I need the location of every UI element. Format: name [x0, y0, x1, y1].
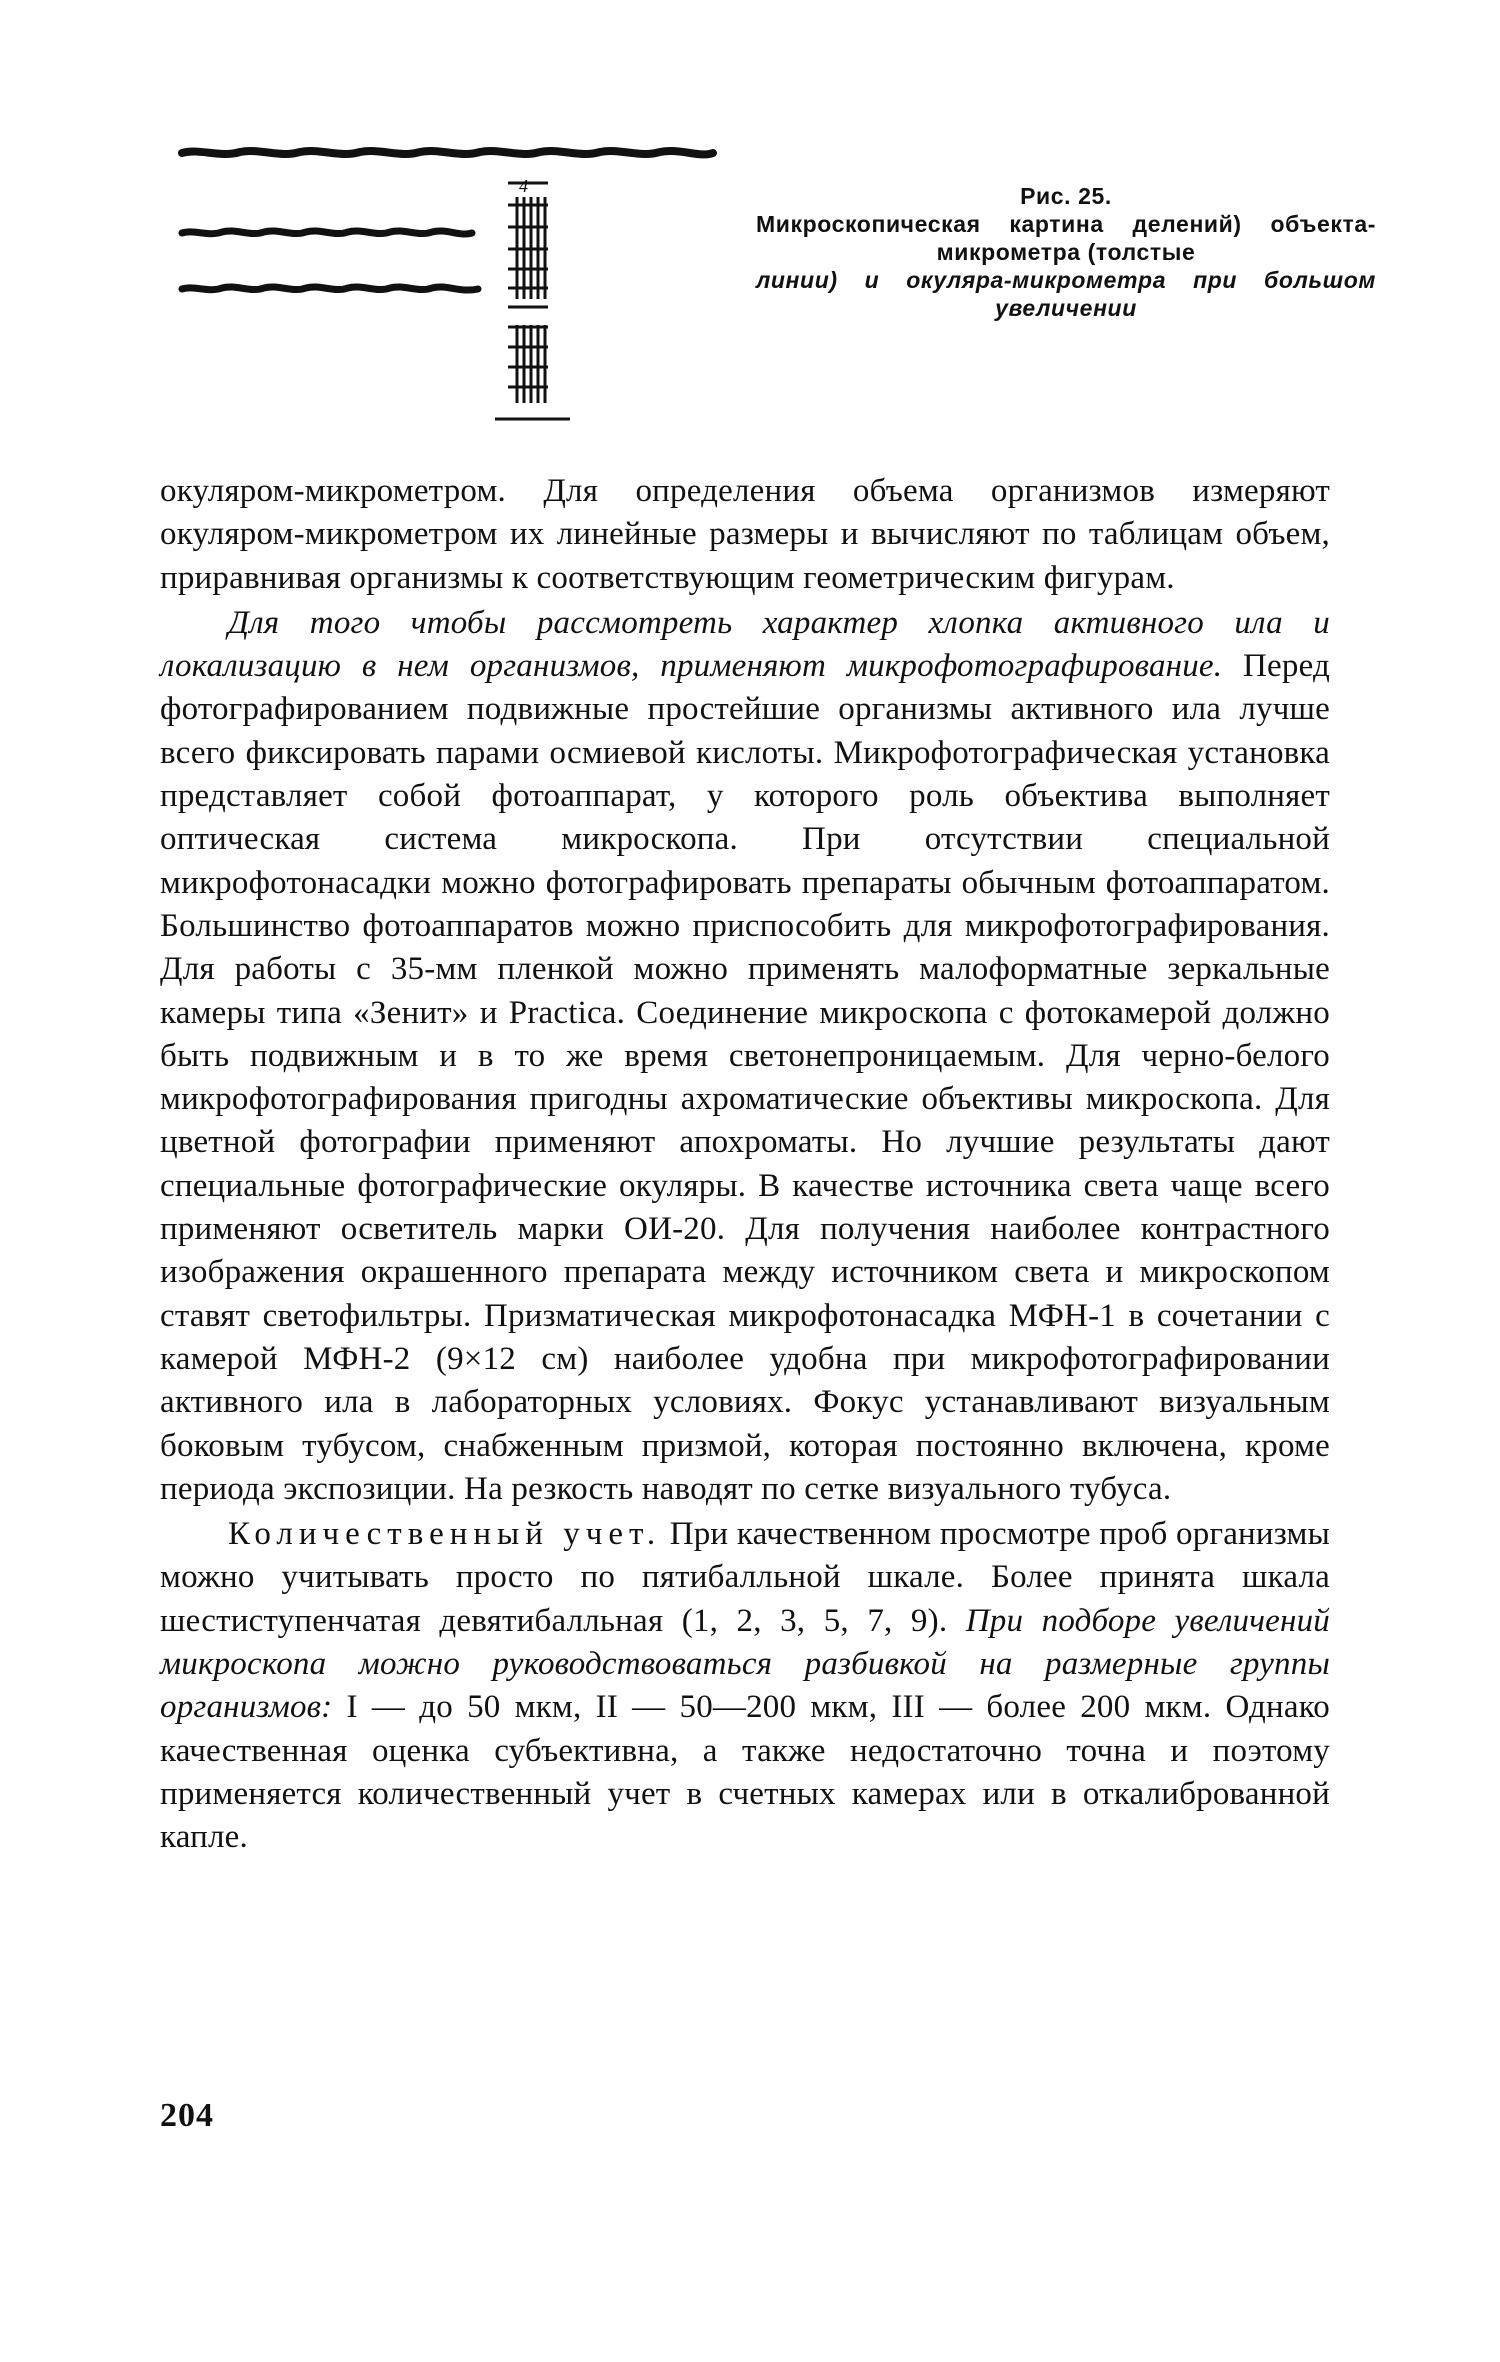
- figure-caption: [756, 154, 1376, 322]
- micrometer-figure: [160, 145, 730, 445]
- section-heading: Количественный учет.: [228, 1516, 662, 1553]
- caption-text-italic: линии) и окуляра-микрометра при большом увеличении: [756, 267, 1376, 322]
- paragraph-2-body: Перед фотографированием подвижные простейшие организмы активного ила лучше всего фиксировать парами осмиевой кислоты. Микрофотографическая установка представляет собой фотоаппарат, у которого роль объектива выполняет оптическая система микроскопа. При отсутствии специальной микрофотонасадки можно фотографировать препараты обычным фотоаппаратом. Большинство фотоаппаратов можно приспособить для микрофотографирования. Для работы с 35-мм пленкой можно применять малоформатные зеркальные камеры типа «Зенит» и Practica. Соединение микроскопа с фотокамерой должно быть подвижным и в то же время светонепроницаемым. Для черно-белого микрофотографирования пригодны ахроматические объективы микроскопа. Для цветной фотографии применяют апохроматы. Но лучшие результаты дают специальные фотографические окуляры. В качестве источника света чаще всего применяют осветитель марки ОИ-20. Для получения наиболее контрастного изображения окрашенного препарата между источником света и микроскопом ставят светофильтры. Призматическая микрофотонасадка МФН-1 в сочетании с камерой МФН-2 (9×12 см) наиболее удобна при микрофотографировании активного ила в лабораторных условиях. Фокус устанавливают визуальным боковым тубусом, снабженным призмой, которая постоянно включена, кроме периода экспозиции. На резкость наводят по сетке визуального тубуса.: [160, 648, 1330, 1507]
- page-number: 204: [160, 2097, 214, 2134]
- paragraph-3-italic: При подборе увеличений микроскопа можно руководствоваться разбивкой на размерные группы организмов:: [160, 1602, 1330, 1726]
- paragraph-3-part-a: При качественном просмотре проб организмы можно учитывать просто по пятибалльной шкале. Более принята шкала шестиступенчатая девятибалльная (1, 2, 3, 5, 7, 9).: [160, 1516, 1330, 1639]
- paragraph-2-italic-lead: Для того чтобы рассмотреть характер хлопка активного ила и локализацию в нем организмов, применяют микрофотографирование.: [160, 604, 1330, 685]
- paragraph-3: [160, 1513, 1330, 1859]
- paragraph-3-part-b: I — до 50 мкм, II — 50—200 мкм, III — более 200 мкм. Однако качественная оценка субъективна, а также недостаточно точна и поэтому применяется количественный учет в счетных камерах или в откалиброванной капле.: [160, 1689, 1330, 1856]
- caption-label: Рис. 25.: [1020, 183, 1112, 210]
- scale-mark: 4: [519, 176, 528, 196]
- main-text: [160, 470, 1330, 1860]
- figure-25: [160, 145, 1400, 445]
- paragraph-2: [160, 602, 1330, 1511]
- caption-text-main: Микроскопическая картина делений) объекта-микрометра (толстые: [756, 211, 1376, 266]
- paragraph-1: окуляром-микрометром. Для определения объема организмов измеряют окуляром-микрометром их линейные размеры и вычисляют по таблицам объем, приравнивая организмы к соответствующим геометрическим фигурам.: [160, 473, 1330, 596]
